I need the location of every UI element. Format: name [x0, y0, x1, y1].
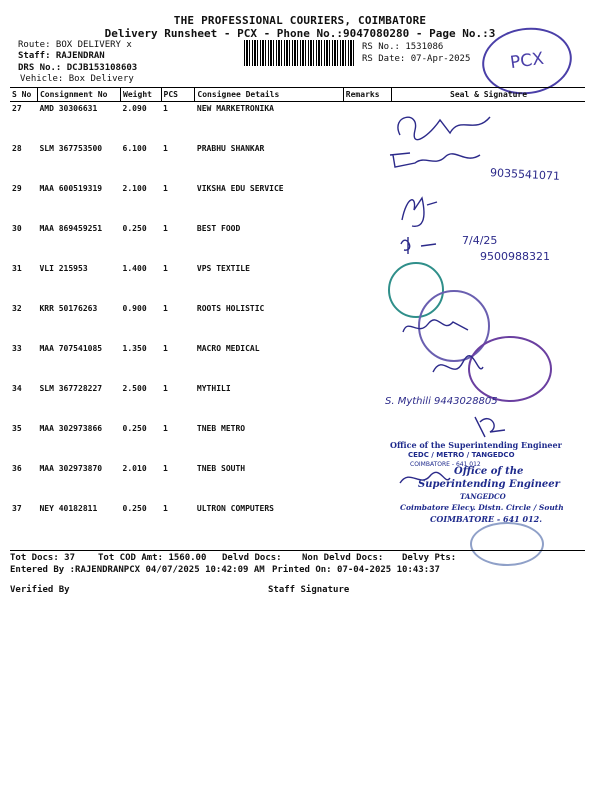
office-stamp-line2: CEDC / METRO / TANGEDCO — [408, 451, 515, 459]
signature-row-33 — [428, 352, 488, 382]
row-sno: 29 — [12, 184, 22, 193]
row-remarks — [343, 502, 391, 542]
signature-row-28 — [385, 145, 495, 175]
office-stamp-line3: COIMBATORE - 641 012 — [410, 461, 481, 468]
signature-row-27 — [380, 105, 500, 145]
row-remarks — [343, 422, 391, 462]
table-row — [10, 262, 585, 302]
row-sno: 33 — [12, 344, 22, 353]
row-consignment-no: KRR 50176263 — [39, 304, 98, 313]
row-pcs: 1 — [163, 344, 168, 353]
row-remarks — [343, 342, 391, 382]
row-pcs: 1 — [163, 384, 168, 393]
row-weight: 2.090 — [122, 104, 147, 113]
row-sno: 37 — [12, 504, 22, 513]
row-pcs: 1 — [163, 104, 168, 113]
company-title: THE PROFESSIONAL COURIERS, COIMBATORE — [173, 14, 427, 27]
signature-row-32 — [398, 312, 478, 342]
row-consignee: PRABHU SHANKAR — [196, 144, 265, 153]
row-pcs: 1 — [163, 144, 168, 153]
row-sno: 30 — [12, 224, 22, 233]
row-remarks — [343, 462, 391, 502]
handwritten-phone-28: 9035541071 — [489, 166, 561, 183]
south-stamp-line4: Coimbatore Elecy. Distn. Circle / South — [400, 503, 564, 512]
row-weight: 1.400 — [122, 264, 147, 273]
vehicle-field: Vehicle: Box Delivery — [20, 74, 134, 84]
drs-number: DRS No.: DCJB153108603 — [18, 63, 138, 73]
row-weight: 0.250 — [122, 504, 147, 513]
rs-date: RS Date: 07-Apr-2025 — [362, 54, 471, 64]
route-field: Route: BOX DELIVERY x — [18, 40, 132, 50]
row-sno: 32 — [12, 304, 22, 313]
delivered-docs: Delvd Docs: — [222, 553, 282, 563]
row-consignee: MYTHILI — [196, 384, 231, 393]
row-weight: 2.100 — [122, 184, 147, 193]
handwritten-signature-34: S. Mythili 9443028805 — [385, 396, 498, 407]
runsheet-title: Delivery Runsheet - PCX - Phone No.:9047080280 - Page No.:3 — [104, 27, 496, 40]
row-weight: 0.250 — [122, 424, 147, 433]
row-weight: 2.010 — [122, 464, 147, 473]
col-remarks: Remarks — [343, 88, 391, 102]
row-consignment-no: MAA 869459251 — [39, 224, 103, 233]
footer-divider — [10, 550, 585, 551]
col-seal-signature: Seal & Signature — [392, 88, 585, 102]
row-pcs: 1 — [163, 464, 168, 473]
row-consignment-no: MAA 302973870 — [39, 464, 103, 473]
non-delivered-docs: Non Delvd Docs: — [302, 553, 384, 563]
row-pcs: 1 — [163, 264, 168, 273]
row-consignee: BEST FOOD — [196, 224, 241, 233]
rs-number: RS No.: 1531086 — [362, 42, 444, 52]
barcode-image — [244, 40, 354, 66]
row-consignee: ULTRON COMPUTERS — [196, 504, 274, 513]
row-sno: 34 — [12, 384, 22, 393]
staff-field: Staff: RAJENDRAN — [18, 51, 105, 61]
row-consignment-no: MAA 707541085 — [39, 344, 103, 353]
row-consignment-no: SLM 367728227 — [39, 384, 103, 393]
row-pcs: 1 — [163, 224, 168, 233]
table-header-row — [10, 88, 585, 102]
row-consignment-no: MAA 302973866 — [39, 424, 103, 433]
row-consignment-no: NEY 40182811 — [39, 504, 98, 513]
handwritten-date-30: 7/4/25 — [462, 234, 498, 247]
row-weight: 0.900 — [122, 304, 147, 313]
south-stamp-line2: Superintending Engineer — [418, 479, 560, 490]
row-pcs: 1 — [163, 304, 168, 313]
pcx-stamp: PCX — [478, 22, 576, 100]
table-row — [10, 182, 585, 222]
row-remarks — [343, 222, 391, 262]
row-consignee: NEW MARKETRONIKA — [196, 104, 274, 113]
printed-on: Printed On: 07-04-2025 10:43:37 — [272, 565, 440, 575]
col-consignee: Consignee Details — [195, 88, 343, 102]
row-weight: 6.100 — [122, 144, 147, 153]
col-weight: Weight — [121, 88, 161, 102]
row-weight: 1.350 — [122, 344, 147, 353]
row-sno: 35 — [12, 424, 22, 433]
row-remarks — [343, 182, 391, 222]
signature-row-29 — [392, 190, 452, 230]
row-consignment-no: MAA 600519319 — [39, 184, 103, 193]
row-remarks — [343, 302, 391, 342]
row-pcs: 1 — [163, 184, 168, 193]
row-consignee: MACRO MEDICAL — [196, 344, 260, 353]
row-consignee: VIKSHA EDU SERVICE — [196, 184, 284, 193]
col-consignment: Consignment No — [37, 88, 120, 102]
row-consignee: TNEB METRO — [196, 424, 246, 433]
south-stamp-line3: TANGEDCO — [460, 492, 506, 501]
col-sno: S No — [10, 88, 37, 102]
col-pcs: PCS — [161, 88, 195, 102]
row-consignment-no: SLM 367753500 — [39, 144, 103, 153]
row-sno: 36 — [12, 464, 22, 473]
verified-by: Verified By — [10, 585, 70, 595]
row-pcs: 1 — [163, 424, 168, 433]
row-weight: 2.500 — [122, 384, 147, 393]
south-stamp-line5: COIMBATORE - 641 012. — [430, 514, 542, 524]
total-docs: Tot Docs: 37 — [10, 553, 76, 563]
total-cod-amount: Tot COD Amt: 1560.00 — [98, 553, 207, 563]
row-sno: 31 — [12, 264, 22, 273]
staff-signature: Staff Signature — [268, 585, 350, 595]
row-sno: 27 — [12, 104, 22, 113]
delivery-points: Delvy Pts: — [402, 553, 457, 563]
row-remarks — [343, 262, 391, 302]
faint-round-stamp — [470, 522, 544, 566]
row-consignment-no: AMD 30306631 — [39, 104, 98, 113]
office-stamp-line1: Office of the Superintending Engineer — [390, 440, 562, 450]
signature-row-30 — [396, 232, 456, 258]
row-consignee: VPS TEXTILE — [196, 264, 250, 273]
row-sno: 28 — [12, 144, 22, 153]
row-weight: 0.250 — [122, 224, 147, 233]
signature-row-35 — [465, 412, 515, 442]
row-consignee: TNEB SOUTH — [196, 464, 246, 473]
handwritten-phone-30: 9500988321 — [480, 250, 550, 263]
row-consignee: ROOTS HOLISTIC — [196, 304, 265, 313]
entered-by: Entered By :RAJENDRANPCX 04/07/2025 10:42:09 AM — [10, 565, 265, 575]
row-pcs: 1 — [163, 504, 168, 513]
south-stamp-line1: Office of the — [454, 466, 524, 477]
row-consignment-no: VLI 215953 — [39, 264, 88, 273]
